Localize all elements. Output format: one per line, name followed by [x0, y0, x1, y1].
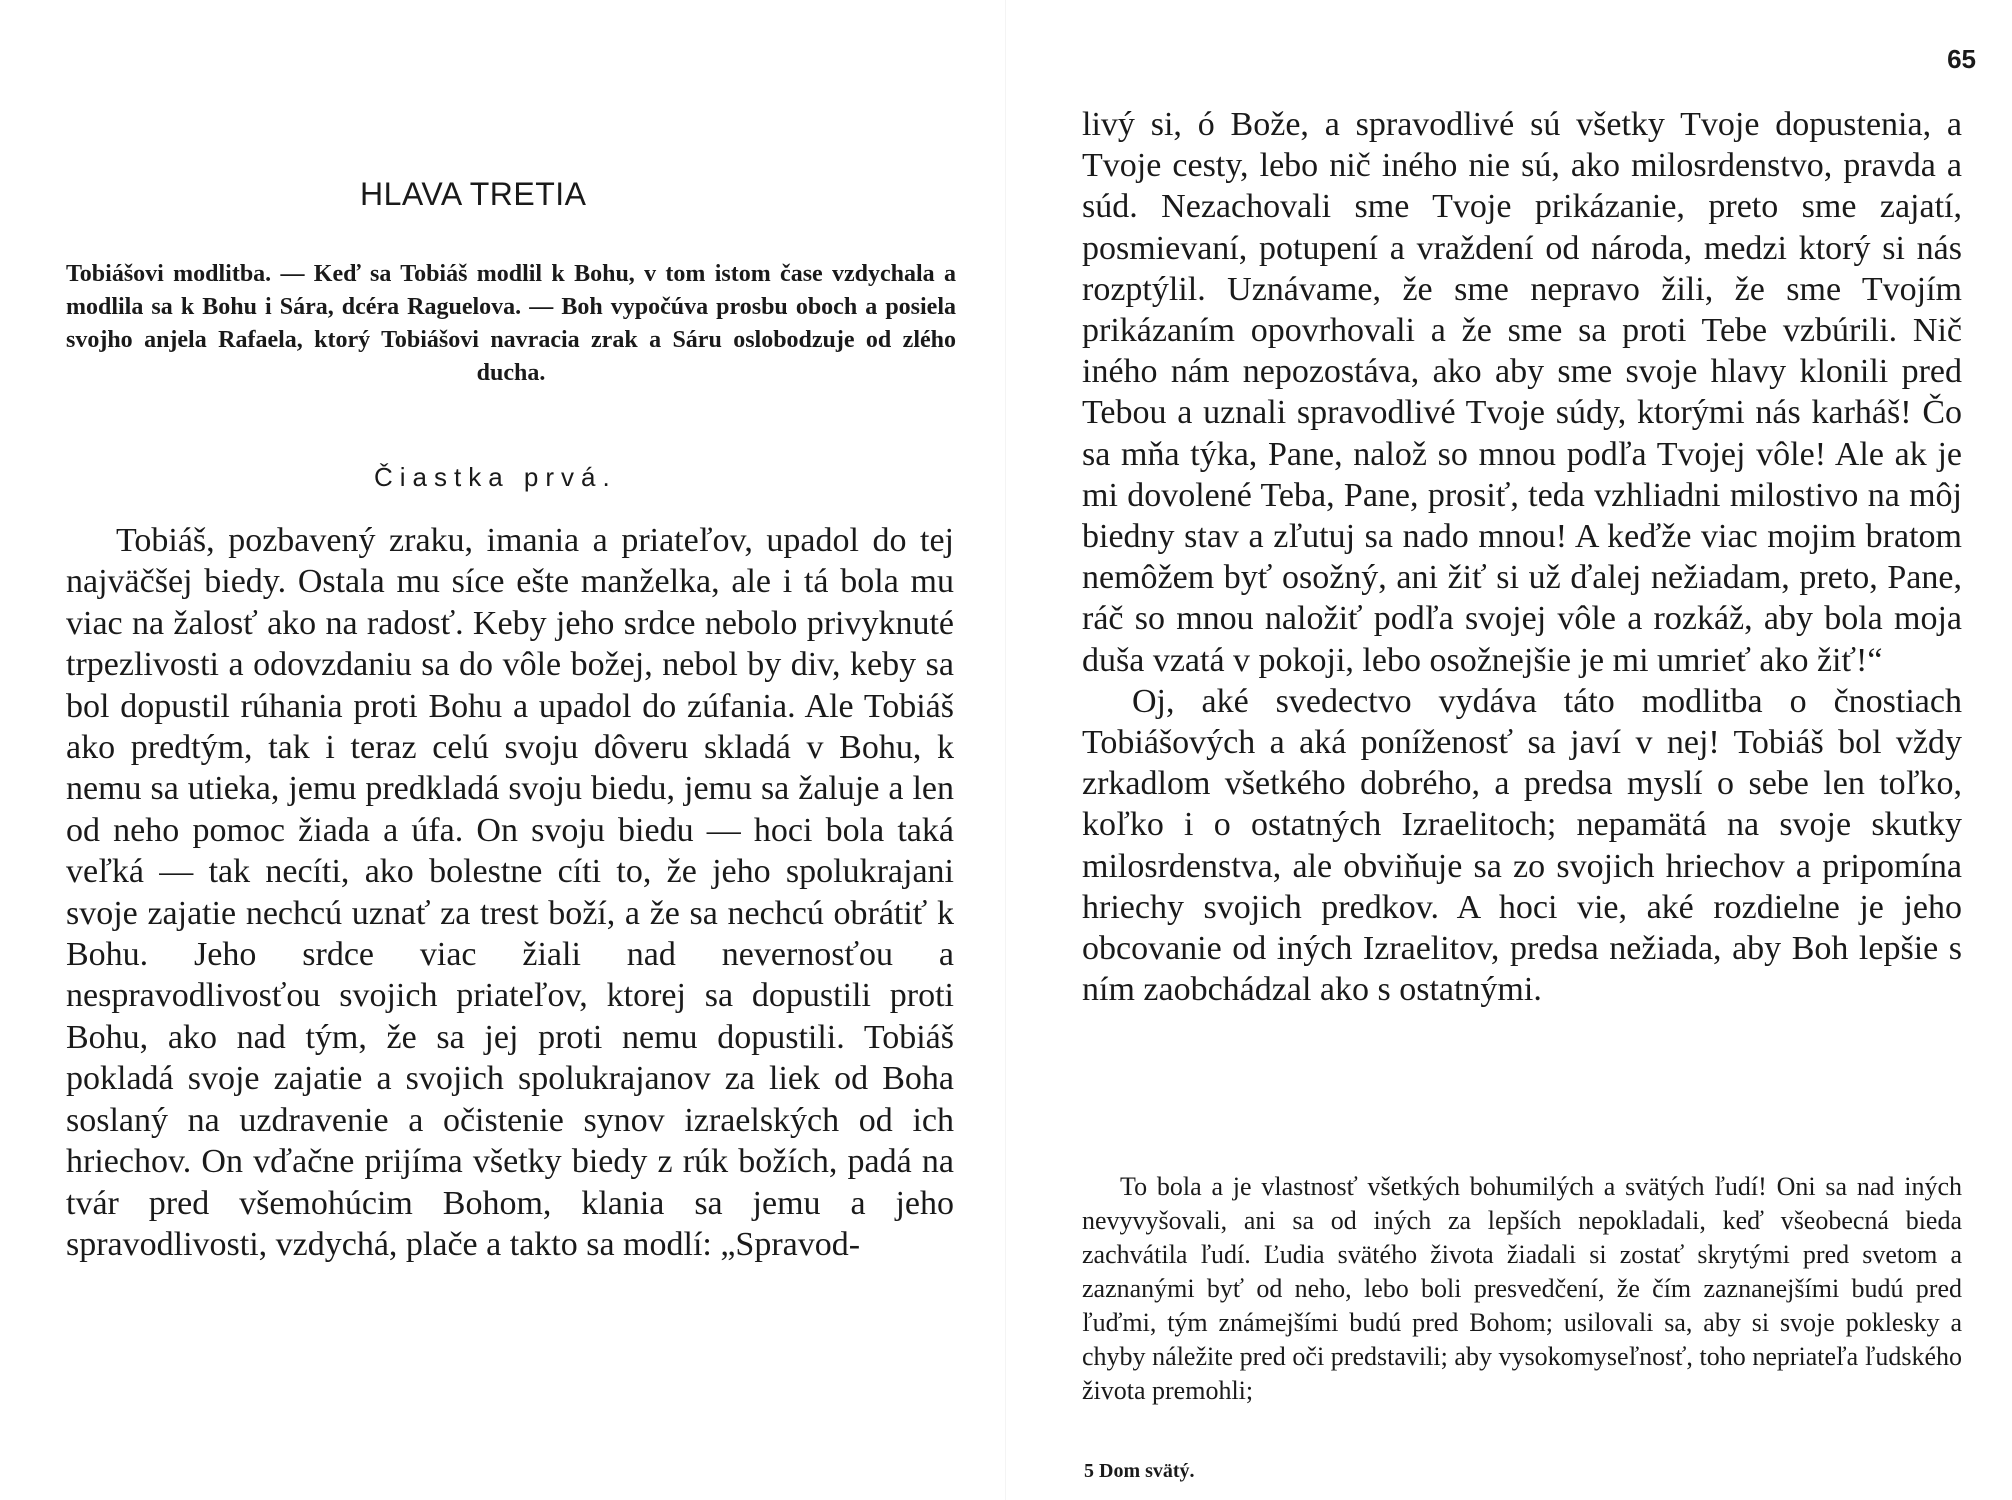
left-body-text	[66, 520, 954, 1265]
left-body-paragraph: Tobiáš, pozbavený zraku, imania a priateľov, upadol do tej najväčšej biedy. Ostala mu síce ešte manželka, ale i tá bola mu viac na žalosť ako na radosť. Keby jeho srdce nebolo privyknuté trpezlivosti a odovzdaniu sa do vôle božej, nebol by div, keby sa bol dopustil rúhania proti Bohu a upadol do zúfania. Ale Tobiáš ako predtým, tak i teraz celú svoju dôveru skladá v Bohu, k nemu sa utieka, jemu predkladá svoju biedu, jemu sa žaluje a len od neho pomoc žiada a úfa. On svoju biedu — hoci bola taká veľká — tak necíti, ako bolestne cíti to, že jeho spolukrajani svoje zajatie nechcú uznať za trest boží, a že sa nechcú obrátiť k Bohu. Jeho srdce viac žiali nad nevernosťou a nespravodlivosťou svojich priateľov, ktorej sa dopustili proti Bohu, ako nad tým, že sa jej proti nemu dopustili. Tobiáš pokladá svoje zajatie a svojich spolukrajanov za liek od Boha soslaný na uzdravenie a očistenie synov izraelských od ich hriechov. On vďačne prijíma všetky biedy z rúk božích, padá na tvár pred všemohúcim Bohom, klania sa jemu a jeho spravodlivosti, vzdychá, plače a takto sa modlí: „Spravod-	[66, 522, 954, 1263]
right-page	[1006, 0, 2012, 1500]
right-body-text	[1082, 104, 1962, 1010]
commentary-paragraph: Oj, aké svedectvo vydáva táto modlitba o čnostiach Tobiášových a aká poníženosť sa javí v nej! Tobiáš bol vždy zrkadlom všetkého dobrého, a predsa myslí o sebe len toľko, koľko i o ostatných Izraelitoch; nepamätá na svoje skutky milosrdenstva, ale obviňuje sa zo svojich hriechov a pripomína hriechy svojich predkov. A hoci vie, aké rozdielne je jeho obcovanie od iných Izraelitov, predsa nežiada, aby Boh lepšie s ním zaobchádzal ako s ostatnými.	[1082, 682, 1962, 1009]
chapter-summary: Tobiášovi modlitba. — Keď sa Tobiáš modlil k Bohu, v tom istom čase vzdychala a modlila sa k Bohu i Sára, dcéra Raguelova. — Boh vypočúva prosbu oboch a posiela svojho anjela Rafaela, ktorý Tobiášovi navracia zrak a Sáru oslobodzuje od zlého ducha.	[66, 261, 956, 386]
section-title: Čiastka prvá.	[374, 462, 617, 492]
small-print-section	[1082, 1170, 1962, 1408]
prayer-continuation: livý si, ó Bože, a spravodlivé sú všetky Tvoje dopustenia, a Tvoje cesty, lebo nič iného nie sú, ako milosrdenstvo, pravda a súd. Nezachovali sme Tvoje prikázanie, preto sme zajatí, posmievaní, potupení a vraždení od národa, medzi ktorý si nás rozptýlil. Uznávame, že sme nepravo žili, že sme Tvojím prikázaním opovrhovali a že sme sa proti Tebe vzbúrili. Nič iného nám nepozostáva, ako aby sme svoje hlavy klonili pred Tebou a uznali spravodlivé Tvoje súdy, ktorými nás karháš! Čo sa mňa týka, Pane, nalož so mnou podľa Tvojej vôle! Ale ak je mi dovolené Teba, Pane, prosiť, teda vzhliadni milostivo na môj biedny stav a zľutuj sa nado mnou! A keďže viac mojim bratom nemôžem byť osožný, ani žiť si už ďalej nežiadam, preto, Pane, ráč so mnou naložiť podľa svojej vôle a rozkáž, aby bola moja duša vzatá v pokoji, lebo osožnejšie je mi umrieť ako žiť!“	[1082, 106, 1962, 679]
chapter-title: HLAVA TRETIA	[360, 176, 587, 212]
signature-footnote: 5 Dom svätý.	[1084, 1460, 1195, 1482]
small-print-paragraph: To bola a je vlastnosť všetkých bohumilých a svätých ľudí! Oni sa nad iných nevyvyšovali, ani sa od iných za lepších nepokladali, keď všeobecná bieda zachvátila ľudí. Ľudia svätého života žiadali si zostať skrytými pred svetom a zaznanými byť od neho, lebo boli presvedčení, že čím zaznanejšími budú pred ľuďmi, tým známejšími budú pred Bohom; usilovali sa, aby si svoje poklesky a chyby náležite pred oči predstavili; aby vysokomyseľnosť, toho nepriateľa ľudského života premohli;	[1082, 1172, 1962, 1405]
page-number: 65	[1947, 44, 1976, 74]
